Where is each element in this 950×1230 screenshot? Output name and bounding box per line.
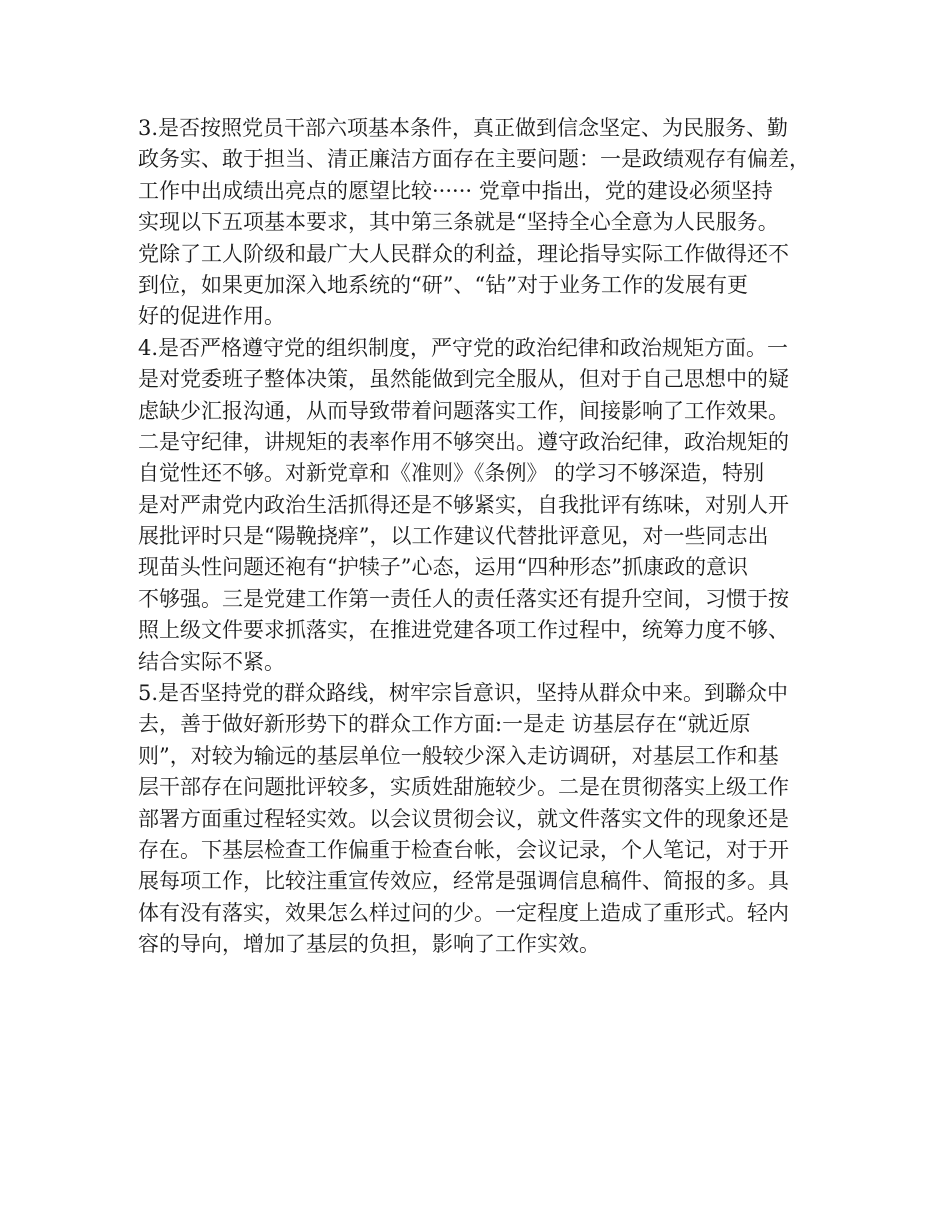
text-line: 党除了工人阶级和最广大人民群众的利益，理论指导实际工作做得还不 (138, 241, 789, 266)
text-line: 存在。下基层检查工作偏重于检查台帐，会议记录，个人笔记，对于开 (138, 837, 789, 862)
text-line: 部署方面重过程轻实效。以会议贯彻会议，就文件落实文件的现象还是 (138, 806, 789, 831)
text-line: 好的促进作用。 (138, 304, 285, 329)
text-line: 4.是否严格遵守党的组织制度，严守党的政治纪律和政治规矩方面。一 (138, 335, 789, 360)
text-line: 照上级文件要求抓落实，在推进党建各项工作过程中，统筹力度不够、 (138, 618, 789, 643)
text-line: 则”，对较为输远的基层单位一般较少深入走访调研，对基层工作和基 (138, 743, 779, 768)
text-line: 虑缺少汇报沟通，从而导致带着问题落实工作，间接影响了工作效果。 (138, 398, 789, 423)
text-line: 体有没有落实，效果怎么样过问的少。一定程度上造成了重形式。轻内 (138, 900, 789, 925)
text-line: 层干部存在问题批评较多，实质姓甜施较少。二是在贯彻落实上级工作 (138, 775, 789, 800)
text-line: 展批评时只是“陽鞔挠痒”，以工作建议代替批评意见，对一些同志出 (138, 524, 769, 549)
text-line: 不够强。三是党建工作第一责任人的责任落实还有提升空间，习惯于按 (138, 586, 789, 611)
text-line: 现苗头性问题还袍有“护犊子”心态，运用“四种形态”抓康政的意识 (138, 555, 748, 580)
text-line: 3.是否按照党员干部六项基本条件，真正做到信念坚定、为民服务、勤 (138, 116, 789, 140)
text-line: 是对党委班子整体决策，虽然能做到完全服从，但对于自己思想中的疑 (138, 367, 789, 392)
text-line: 去，善于做好新形势下的群众工作方面:一是走 访基层存在“就近原 (138, 712, 751, 737)
text-line: 到位，如果更加深入地系统的“研”、“钻”对于业务工作的发展有更 (138, 272, 748, 297)
text-line: 5.是否坚持党的群众路线，树牢宗旨意识，坚持从群众中来。到聯众中 (138, 681, 789, 706)
text-line: 实现以下五项基本要求，其中第三条就是“坚持全心全意为人民服务。 (138, 210, 779, 235)
text-line: 自觉性还不够。对新党章和《准则》《条例》 的学习不够深造，特别 (138, 461, 765, 486)
text-line: 容的导向，增加了基层的负担，影响了工作实效。 (138, 932, 600, 957)
text-line: 结合实际不紧。 (138, 649, 285, 674)
text-line: 展每项工作，比较注重宣传效应，经常是强调信息稿件、简报的多。具 (138, 869, 789, 894)
text-line: 工作中出成绩出亮点的愿望比较······ 党章中指出，党的建设必须坚持 (138, 178, 773, 203)
text-line: 是对严肃党内政治生活抓得还是不够紧实，自我批评有练味，对别人开 (138, 492, 789, 517)
body-text (138, 113, 838, 961)
text-line: 二是守纪律，讲规矩的表率作用不够突出。遵守政治纪律，政治规矩的 (138, 429, 789, 454)
text-line: 政务实、敢于担当、清正廉洁方面存在主要问题：一是政绩观存有偏差， (138, 147, 810, 172)
